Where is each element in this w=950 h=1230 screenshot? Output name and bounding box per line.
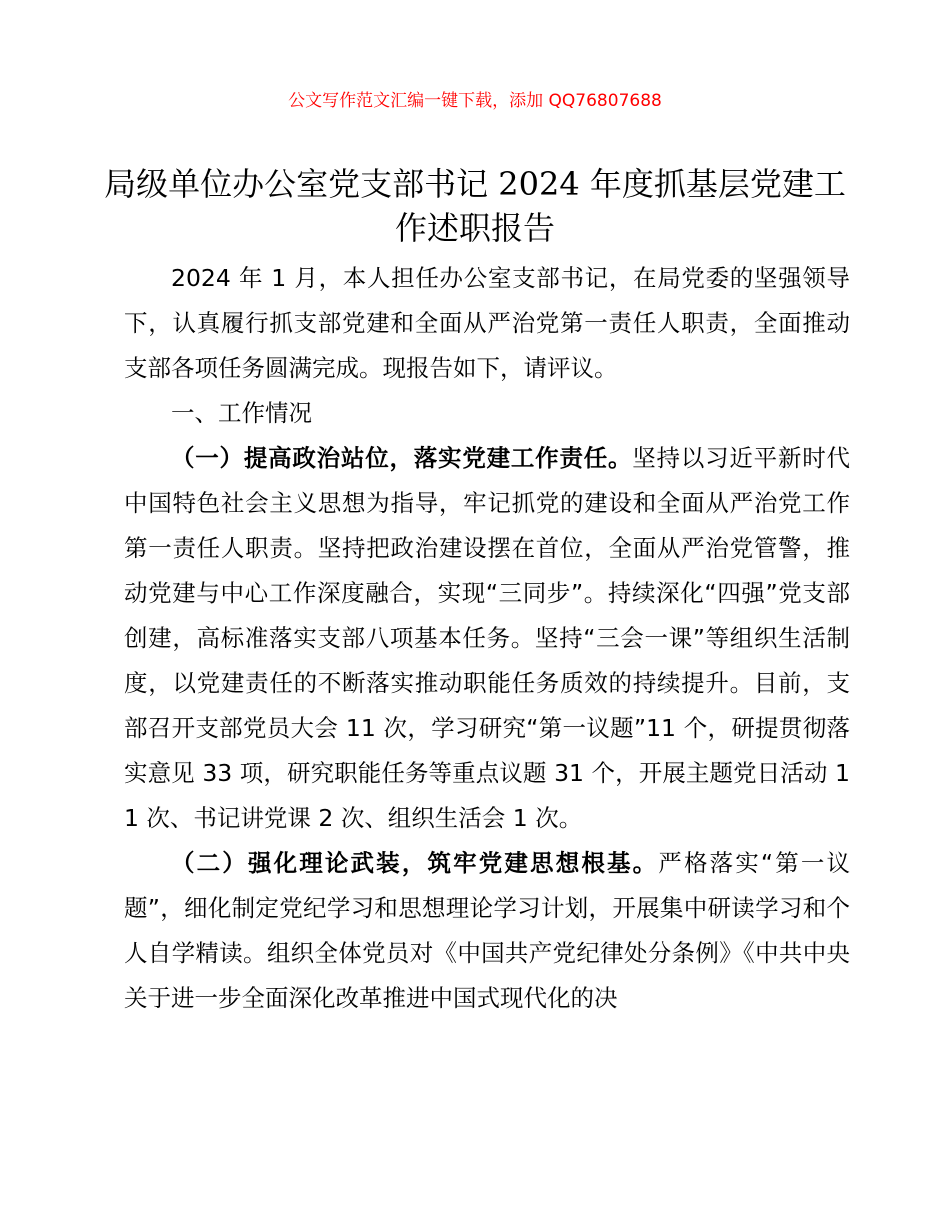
paragraph-lead: （一）提高政治站位，落实党建工作责任。 xyxy=(171,444,633,472)
paragraph-lead: （二）强化理论武装，筑牢党建思想根基。 xyxy=(171,849,659,877)
document-title: 局级单位办公室党支部书记 2024 年度抓基层党建工作述职报告 xyxy=(104,165,846,247)
paragraph-theory-study xyxy=(124,841,850,1021)
paragraph-intro xyxy=(124,256,850,391)
section-heading-work-status xyxy=(124,391,850,436)
document-body xyxy=(124,256,850,1021)
paragraph-text: 2024 年 1 月，本人担任办公室支部书记，在局党委的坚强领导下，认真履行抓支部党建和全面从严治党第一责任人职责，全面推动支部各项任务圆满完成。现报告如下，请评议。 xyxy=(124,264,850,382)
download-note-header: 公文写作范文汇编一键下载，添加 QQ76807688 xyxy=(288,91,662,111)
paragraph-text: 严格落实“第一议题”，细化制定党纪学习和思想理论学习计划，开展集中研读学习和个人自学精读。组织全体党员对《中国共产党纪律处分条例》《中共中央关于进一步全面深化改革推进中国式现代化的决 xyxy=(124,849,850,1012)
paragraph-political-stance xyxy=(124,436,850,841)
paragraph-text: 坚持以习近平新时代中国特色社会主义思想为指导，牢记抓党的建设和全面从严治党工作第一责任人职责。坚持把政治建设摆在首位，全面从严治党管警，推动党建与中心工作深度融合，实现“三同步”。持续深化“四强”党支部创建，高标准落实支部八项基本任务。坚持“三会一课”等组织生活制度，以党建责任的不断落实推动职能任务质效的持续提升。目前，支部召开支部党员大会 11 次，学习研究“第一议题”11 个，研提贯彻落实意见 33 项，研究职能任务等重点议题 31 个，开展主题党日活动 11 次、书记讲党课 2 次、组织生活会 1 次。 xyxy=(124,444,851,832)
paragraph-text: 一、工作情况 xyxy=(171,399,312,427)
